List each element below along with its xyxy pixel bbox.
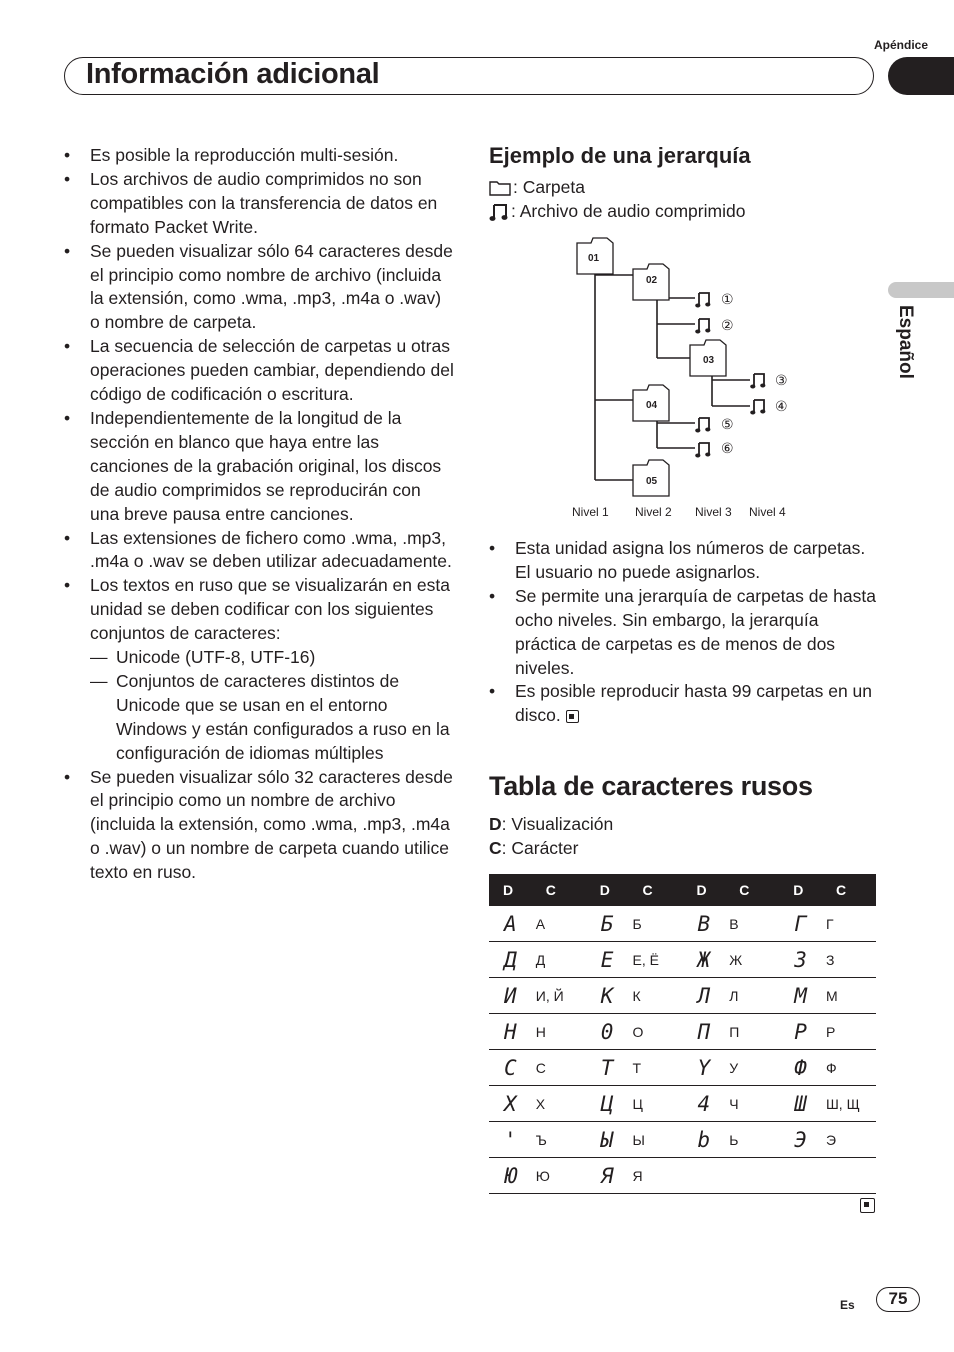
encoding-text: Unicode (UTF-8, UTF-16) [116,647,316,668]
character-value: Г [822,906,876,942]
display-glyph: K [586,978,629,1014]
display-glyph: C [489,1050,532,1086]
table-row [489,906,876,942]
character-value: Р [822,1014,876,1050]
display-glyph: M [779,978,822,1014]
display-glyph: 4 [682,1086,725,1122]
display-glyph: Ф [779,1050,822,1086]
file-number: ② [721,318,734,334]
right-bullets [489,537,879,728]
character-value: З [822,942,876,978]
end-mark-icon [566,710,579,723]
file-number: ① [721,292,734,308]
character-value: А [532,906,586,942]
display-glyph: Э [779,1122,822,1158]
table-row [489,942,876,978]
column-header-c: C [532,874,586,906]
encoding-text: Conjuntos de caracteres distintos de Unicode que se usan en el entorno Windows y están configurados a ruso en la configuración de idiomas múltiples [116,670,450,763]
file-number: ④ [775,399,788,415]
legend-folder-text: : Carpeta [513,177,585,197]
table-row [489,1014,876,1050]
column-header-d: D [682,874,725,906]
character-value: Е, Ё [628,942,682,978]
table-body [489,906,876,1194]
level-label: Nivel 1 [572,505,609,519]
level-label: Nivel 2 [635,505,672,519]
character-value: Б [628,906,682,942]
bullet-text: Es posible reproducir hasta 99 carpetas en un disco. [515,681,873,726]
end-mark-icon [860,1198,875,1213]
legend-c-key: C [489,837,502,858]
display-glyph: Б [586,906,629,942]
display-glyph: Я [586,1158,629,1194]
music-note-icon [750,374,765,389]
character-value: П [725,1014,779,1050]
display-glyph: Ц [586,1086,629,1122]
level-label: Nivel 3 [695,505,732,519]
folder-icon [489,179,511,196]
file-number: ⑤ [721,417,734,433]
character-value: Ю [532,1158,586,1194]
table-row [489,1050,876,1086]
section-tab [888,57,954,95]
display-glyph: A [489,906,532,942]
column-header-c: C [725,874,779,906]
character-value: О [628,1014,682,1050]
character-value: Л [725,978,779,1014]
display-glyph: Ш [779,1086,822,1122]
hierarchy-heading: Ejemplo de una jerarquía [489,143,751,168]
bullet-item: • Es posible la reproducción multi-sesión. [64,144,454,168]
folder-label: 01 [588,253,600,264]
character-value: К [628,978,682,1014]
bullet-item: • Esta unidad asigna los números de carpetas. El usuario no puede asignarlos. [489,537,879,585]
music-note-icon [750,400,765,415]
display-glyph: b [682,1122,725,1158]
character-value: Ш, Щ [822,1086,876,1122]
encoding-list [90,646,454,766]
display-glyph: ' [489,1122,532,1158]
display-glyph: T [586,1050,629,1086]
encoding-item [90,646,454,670]
level-label: Nivel 4 [749,505,786,519]
character-value: Э [822,1122,876,1158]
character-value: Ж [725,942,779,978]
character-value: В [725,906,779,942]
character-value: Ь [725,1122,779,1158]
character-value: Т [628,1050,682,1086]
character-value [725,1158,779,1194]
display-glyph: P [779,1014,822,1050]
music-note-icon [695,418,710,433]
russian-character-table [489,874,876,1194]
table-heading: Tabla de caracteres rusos [489,771,813,801]
character-value: Ы [628,1122,682,1158]
legend-d [489,813,879,837]
display-glyph: Y [682,1050,725,1086]
display-glyph: Ю [489,1158,532,1194]
bullet-item [489,680,879,728]
character-value: Ф [822,1050,876,1086]
table-row [489,1086,876,1122]
language-tab-label: Español [895,305,916,379]
column-header-c: C [822,874,876,906]
music-note-icon [695,319,710,334]
file-number: ③ [775,373,788,389]
character-value: Я [628,1158,682,1194]
left-column [64,144,454,885]
bullet-item: • Se pueden visualizar sólo 32 caracteres desde el principio como un nombre de archivo (incluida la extensión, como .wma, .mp3, .m4a o .wav) o un nombre de carpeta cuando utilice texto en ruso. [64,766,454,886]
music-note-icon [695,293,710,308]
display-glyph: Ы [586,1122,629,1158]
hierarchy-diagram [560,230,820,530]
display-glyph [682,1158,725,1194]
dash: — [90,647,108,668]
legend-file-text: : Archivo de audio comprimido [511,200,746,221]
table-legend [489,813,879,861]
folder-label: 03 [703,355,715,366]
column-header-d: D [586,874,629,906]
character-value: У [725,1050,779,1086]
bullet-item: • Se permite una jerarquía de carpetas de hasta ocho niveles. Sin embargo, la jerarquía práctica de carpetas es de menos de dos niveles. [489,585,879,681]
table-row [489,1122,876,1158]
folder-label: 05 [646,476,658,487]
folder-label: 02 [646,275,658,286]
display-glyph: П [682,1014,725,1050]
column-header-d: D [779,874,822,906]
display-glyph: Ж [682,942,725,978]
legend-c [489,837,879,861]
legend-c-text: : Carácter [501,837,579,858]
legend-d-text: : Visualización [501,814,614,834]
legend-file [489,200,879,224]
display-glyph: Д [489,942,532,978]
character-value: М [822,978,876,1014]
character-value: Х [532,1086,586,1122]
bullet-item: • Independientemente de la longitud de la sección en blanco que haya entre las canciones de la grabación original, los discos de audio comprimidos se reproducirán con una breve pausa entre canciones. [64,407,454,527]
display-glyph: X [489,1086,532,1122]
display-glyph: H [489,1014,532,1050]
character-value: И, Й [532,978,586,1014]
character-value: Н [532,1014,586,1050]
display-glyph: E [586,942,629,978]
hierarchy-legend [489,176,879,224]
page-title: Información adicional [86,58,380,90]
bullet-item: • Los archivos de audio comprimidos no son compatibles con la transferencia de datos en formato Packet Write. [64,168,454,240]
section-label: Apéndice [873,38,928,52]
folder-label: 04 [646,400,658,411]
display-glyph [779,1158,822,1194]
music-note-icon [695,443,710,458]
display-glyph: И [489,978,532,1014]
display-glyph: 0 [586,1014,629,1050]
encoding-item [90,670,454,766]
display-glyph: 3 [779,942,822,978]
legend-folder [489,176,879,200]
bullet-item: • Se pueden visualizar sólo 64 caracteres desde el principio como nombre de archivo (incluida la extensión, como .wma, .mp3, .m4a o .wav) o nombre de carpeta. [64,240,454,336]
column-header-d: D [489,874,532,906]
footer-language: Es [840,1298,855,1312]
bullet-item [64,574,454,765]
table-header-row [489,874,876,906]
character-value: Ч [725,1086,779,1122]
display-glyph: Г [779,906,822,942]
display-glyph: Л [682,978,725,1014]
legend-d-key: D [489,814,502,834]
character-value: Д [532,942,586,978]
display-glyph: B [682,906,725,942]
bullet-text: Los textos en ruso que se visualizarán en esta unidad se deben codificar con los siguientes conjuntos de caracteres: [90,575,450,644]
page-number: 75 [876,1287,920,1312]
language-tab-bar [888,282,954,298]
table-row [489,1158,876,1194]
table-row [489,978,876,1014]
character-value: Ъ [532,1122,586,1158]
character-value [822,1158,876,1194]
column-header-c: C [628,874,682,906]
character-value: Ц [628,1086,682,1122]
dash: — [90,670,108,691]
bullet-item: • Las extensiones de fichero como .wma, .mp3, .m4a o .wav se deben utilizar adecuadamente. [64,527,454,575]
character-value: С [532,1050,586,1086]
bullet-item: • La secuencia de selección de carpetas u otras operaciones pueden cambiar, dependiendo del código de codificación o escritura. [64,335,454,407]
music-note-icon [489,202,509,222]
file-number: ⑥ [721,441,734,457]
